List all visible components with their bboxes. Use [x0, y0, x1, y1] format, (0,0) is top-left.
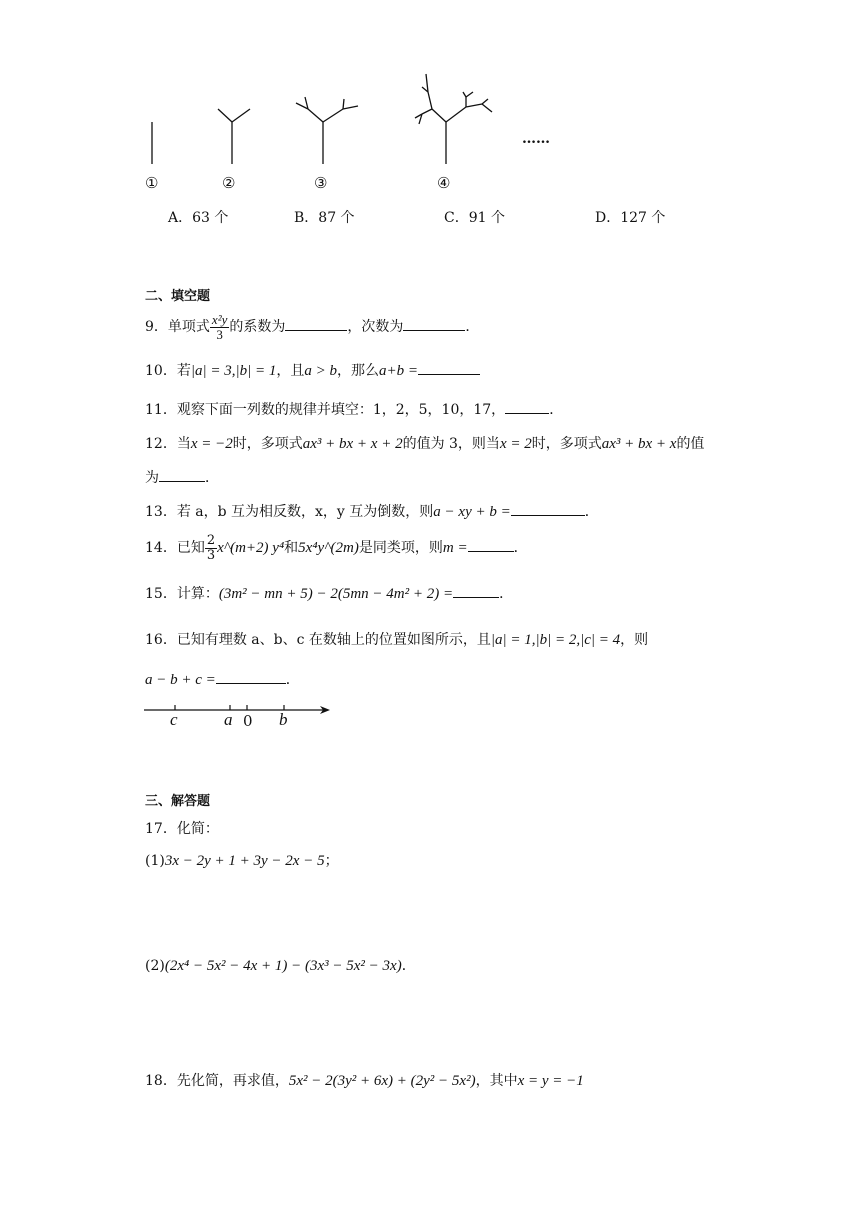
question-12-line2: 为 ． — [145, 467, 219, 487]
answer-blank[interactable] — [418, 360, 480, 375]
answer-blank[interactable] — [511, 501, 585, 516]
answer-blank[interactable] — [216, 669, 286, 684]
question-10: 10．若|a| = 3,|b| = 1，且a > b，那么a+b = — [145, 360, 480, 380]
question-15: 15．计算：(3m² − mn + 5) − 2(5mn − 4m² + 2) = ． — [145, 583, 513, 603]
question-16-line2: a − b + c = ． — [145, 669, 300, 689]
question-17-part-1: (1)3x − 2y + 1 + 3y − 2x − 5； — [145, 853, 339, 869]
figure-label-2: ② — [222, 174, 236, 192]
axis-label-b: b — [279, 710, 288, 729]
question-17: 17．化简： — [145, 821, 219, 837]
answer-blank[interactable] — [505, 399, 549, 414]
answer-blank[interactable] — [453, 583, 499, 598]
answer-blank[interactable] — [285, 316, 347, 331]
option-b: B．87 个 — [294, 210, 355, 226]
figure-label-3: ③ — [314, 174, 328, 192]
answer-blank[interactable] — [468, 537, 514, 552]
question-9: 9．单项式 $\frac{\text{x²y}}{3}$ 的系数为 ，次数为 ． — [145, 311, 480, 342]
axis-label-c: c — [170, 710, 178, 729]
question-16: 16．已知有理数 a、b、c 在数轴上的位置如图所示，且|a| = 1,|b| = 2,|c| = 4，则 — [145, 632, 649, 648]
tree-figure — [130, 68, 580, 178]
option-d: D．127 个 — [595, 210, 666, 226]
fraction: $\frac{\text{x²y}}{3}$ — [211, 311, 228, 342]
answer-blank[interactable] — [403, 316, 465, 331]
section-title-answer: 三、解答题 — [145, 794, 211, 809]
question-17-part-2: (2)(2x⁴ − 5x² − 4x + 1) − (3x³ − 5x² − 3x)． — [145, 958, 416, 974]
option-a: A．63 个 — [168, 210, 229, 226]
question-18: 18．先化简，再求值，5x² − 2(3y² + 6x) + (2y² − 5x²)，其中x = y = −1 — [145, 1073, 584, 1089]
question-12: 12．当x = −2时，多项式ax³ + bx + x + 2的值为 3，则当x = 2时，多项式ax³ + bx + x的值 — [145, 436, 705, 452]
fraction: $\frac{2}{3}$ — [206, 532, 216, 563]
option-c: C．91 个 — [444, 210, 505, 226]
question-13: 13．若 a，b 互为相反数，x，y 互为倒数，则a − xy + b = ． — [145, 501, 599, 521]
answer-blank[interactable] — [159, 467, 205, 482]
question-14: 14．已知 $\frac{2}{3}$ x^(m+2) y⁴和5x⁴y^(2m)是同类项，则m = ． — [145, 532, 528, 563]
figure-ellipsis: …… — [522, 131, 550, 147]
axis-label-a: a — [224, 710, 233, 729]
section-title-fill-in: 二、填空题 — [145, 289, 211, 304]
question-11: 11．观察下面一列数的规律并填空：1，2，5，10，17， ． — [145, 399, 563, 419]
figure-label-4: ④ — [437, 174, 451, 192]
figure-label-1: ① — [145, 174, 159, 192]
axis-label-0: 0 — [243, 712, 253, 730]
